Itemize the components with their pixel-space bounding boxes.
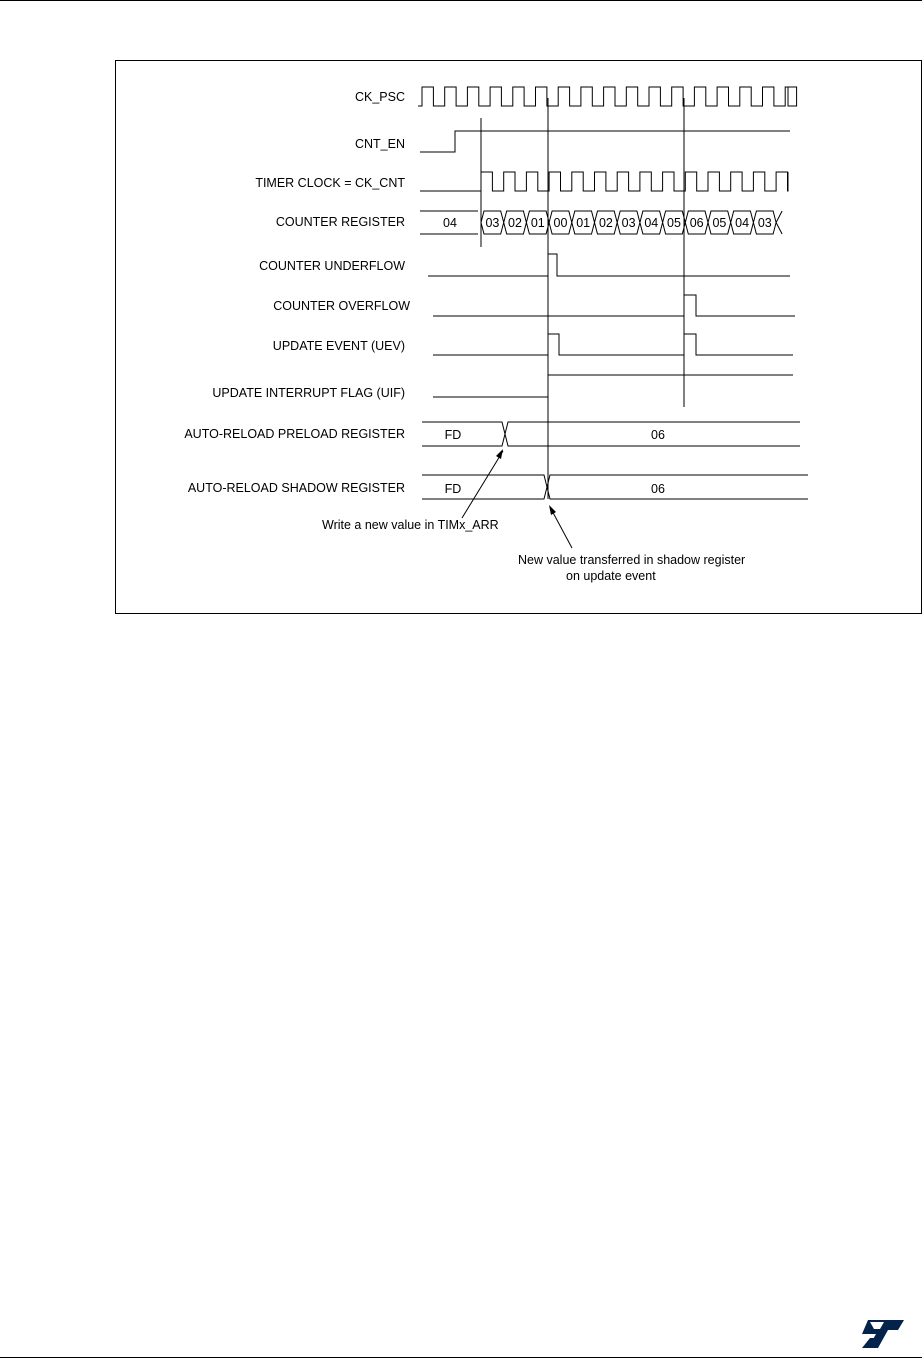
page-bottom-rule (0, 1357, 922, 1358)
counter-value: 01 (530, 216, 545, 230)
counter-value: 03 (485, 216, 500, 230)
annotation-transfer-line2: on update event (566, 569, 656, 583)
counter-value: 04 (644, 216, 659, 230)
annotation-write-arr: Write a new value in TIMx_ARR (322, 518, 499, 532)
counter-value: 04 (443, 216, 457, 230)
counter-value: 00 (553, 216, 568, 230)
preload-value-old: FD (444, 428, 462, 442)
shadow-value-new: 06 (651, 482, 665, 496)
st-logo (858, 1318, 906, 1350)
ck-psc-waveform (418, 87, 797, 106)
figure-frame (116, 61, 922, 614)
label-counter-underflow: COUNTER UNDERFLOW (259, 259, 405, 273)
update-event-waveform (433, 334, 793, 355)
counter-value: 05 (667, 216, 681, 230)
counter-value: 06 (689, 216, 704, 230)
preload-value-new: 06 (651, 428, 665, 442)
counter-register-bus (420, 211, 782, 234)
uif-waveform (433, 375, 793, 397)
label-counter-overflow: COUNTER OVERFLOW (273, 299, 410, 313)
label-counter-register: COUNTER REGISTER (275, 215, 405, 229)
counter-value: 04 (735, 216, 750, 230)
counter-value: 01 (576, 216, 591, 230)
label-uif: UPDATE INTERRUPT FLAG (UIF) (212, 386, 405, 400)
counter-value: 03 (621, 216, 636, 230)
arr-preload-bus (422, 422, 800, 446)
arr-shadow-bus (422, 475, 808, 499)
counter-value: 02 (598, 216, 613, 230)
annotation-transfer-line1: New value transferred in shadow register (518, 553, 746, 567)
label-timer-clock: TIMER CLOCK = CK_CNT (255, 176, 405, 190)
shadow-value-old: FD (444, 482, 462, 496)
label-cnt-en: CNT_EN (354, 137, 405, 151)
cnt-en-waveform (420, 131, 790, 152)
counter-value: 02 (508, 216, 522, 230)
arrow-transfer (549, 505, 572, 548)
arrow-write-arr (462, 449, 503, 518)
counter-overflow-waveform (433, 295, 795, 316)
counter-value: 03 (757, 216, 772, 230)
label-arr-shadow: AUTO-RELOAD SHADOW REGISTER (187, 481, 405, 495)
label-ck-psc: CK_PSC (354, 90, 405, 104)
timer-clock-waveform (420, 172, 788, 191)
label-arr-preload: AUTO-RELOAD PRELOAD REGISTER (184, 427, 405, 441)
counter-underflow-waveform (428, 254, 790, 276)
counter-value: 05 (712, 216, 727, 230)
label-update-event: UPDATE EVENT (UEV) (272, 339, 405, 353)
